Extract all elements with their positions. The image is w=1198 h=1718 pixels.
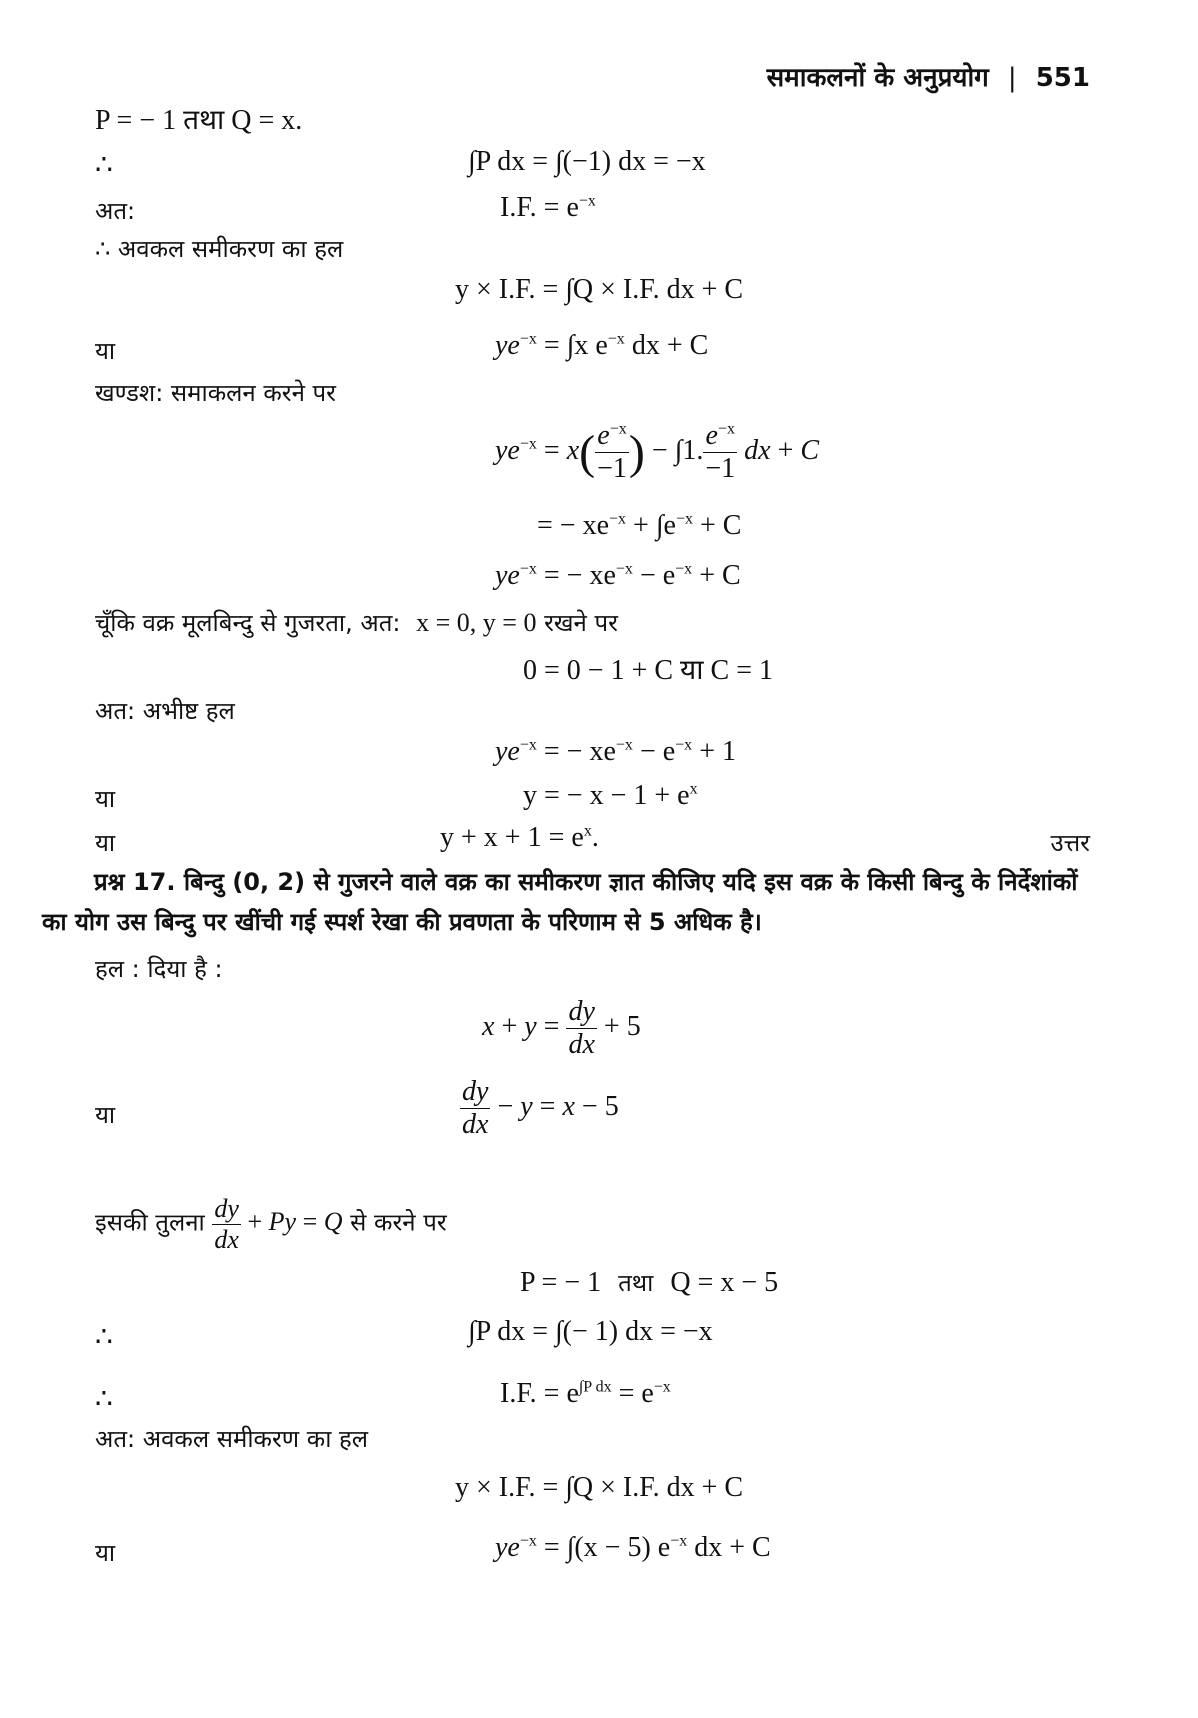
label-by-parts: खण्डश: समाकलन करने पर xyxy=(95,379,336,407)
int-p-eq-1: ∫P dx = ∫(−1) dx = −x xyxy=(468,146,706,177)
eq-ye-integral: $ye^{-x} = \int x$ $e^{-x}$ dx + C xyxy=(495,330,709,361)
page-header xyxy=(767,58,1090,94)
label-ya-2: या xyxy=(95,785,116,813)
general-solution-eq-2: y × I.F. = ∫Q × I.F. dx + C xyxy=(455,1472,744,1503)
therefore-symbol-3: ∴ xyxy=(95,1384,113,1415)
if-eq-2: I.F. = $e^{\int P dx} = e^{-x}$ xyxy=(500,1378,671,1409)
label-hal-given: हल : दिया है : xyxy=(95,955,223,983)
c-value-eq: 0 = 0 − 1 + C या C = 1 xyxy=(523,655,774,686)
eq-step-4: $ye^{-x}$ = − $xe^{-x} - e^{-x} + C$ xyxy=(495,560,741,591)
last-eq: $ye^{-x} = \int(x - 5)$ $e^{-x}$ dx + C xyxy=(495,1532,771,1563)
given-eq: x + y = $\frac{dy}{dx}$ + 5 xyxy=(482,996,641,1060)
passes-origin-line: चूँकि वक्र मूलबिन्दु से गुजरता, अत: x = 0, y = 0 रखने पर xyxy=(95,608,618,637)
label-ya-1: या xyxy=(95,337,116,365)
pq-line-1: P = − 1 तथा Q = x. xyxy=(95,105,303,136)
solution-eq-1: $ye^{-x}$ = − $xe^{-x} - e^{-x} + 1$ xyxy=(495,736,736,767)
label-ya-4: या xyxy=(95,1101,116,1129)
label-general-solution-2: अत: अवकल समीकरण का हल xyxy=(95,1425,369,1453)
if-eq-1: I.F. = $e^{-x}$ xyxy=(500,192,596,223)
solution-eq-3: $y + x + 1 = e^x$. xyxy=(440,822,599,853)
header-separator: | xyxy=(1007,63,1017,93)
therefore-symbol: ∴ xyxy=(95,150,113,181)
page-number: 551 xyxy=(1035,63,1090,93)
answer-label: उत्तर xyxy=(1050,829,1090,857)
question-17 xyxy=(42,862,1092,942)
chapter-title: समाकलनों के अनुप्रयोग xyxy=(766,63,989,93)
label-ata-1: अत: xyxy=(95,197,136,225)
eq-step-3: = − $xe^{-x} + \int e^{-x} + C$ xyxy=(537,510,742,541)
eq-by-parts: $ye^{-x} = x$( $\frac{e^{-x}}{-1}$ ) − ∫1. $\frac{e^{-x}}{-1}$ dx + C xyxy=(495,420,820,484)
therefore-symbol-2: ∴ xyxy=(95,1322,113,1353)
solution-eq-2: y = − $x - 1 + e^x$ xyxy=(523,780,698,811)
label-required-solution: अत: अभीष्ट हल xyxy=(95,697,235,725)
label-ya-5: या xyxy=(95,1539,116,1567)
label-general-solution-1: ∴ अवकल समीकरण का हल xyxy=(95,235,344,263)
label-ya-3: या xyxy=(95,829,116,857)
question-text: बिन्दु (0, 2) से गुजरने वाले वक्र का समीकरण ज्ञात कीजिए यदि इस वक्र के किसी बिन्दु के निर्देशांकों का योग उस बिन्दु पर खींची गई स्पर्श रेखा की प्रवणता के परिणाम से 5 अधिक है। xyxy=(42,868,1078,936)
pq-line-2: P = − 1 तथा Q = x − 5 xyxy=(520,1267,779,1298)
int-p-eq-2: ∫P dx = ∫(− 1) dx = −x xyxy=(468,1316,713,1347)
general-solution-eq-1: y × I.F. = ∫Q × I.F. dx + C xyxy=(455,274,744,305)
compare-line: इसकी तुलना $\frac{dy}{dx}$ + Py = Q से करने पर xyxy=(95,1194,447,1254)
linear-de-eq: $\frac{dy}{dx}$ − y = x − 5 xyxy=(462,1076,619,1140)
question-number: प्रश्न 17. xyxy=(94,868,176,896)
